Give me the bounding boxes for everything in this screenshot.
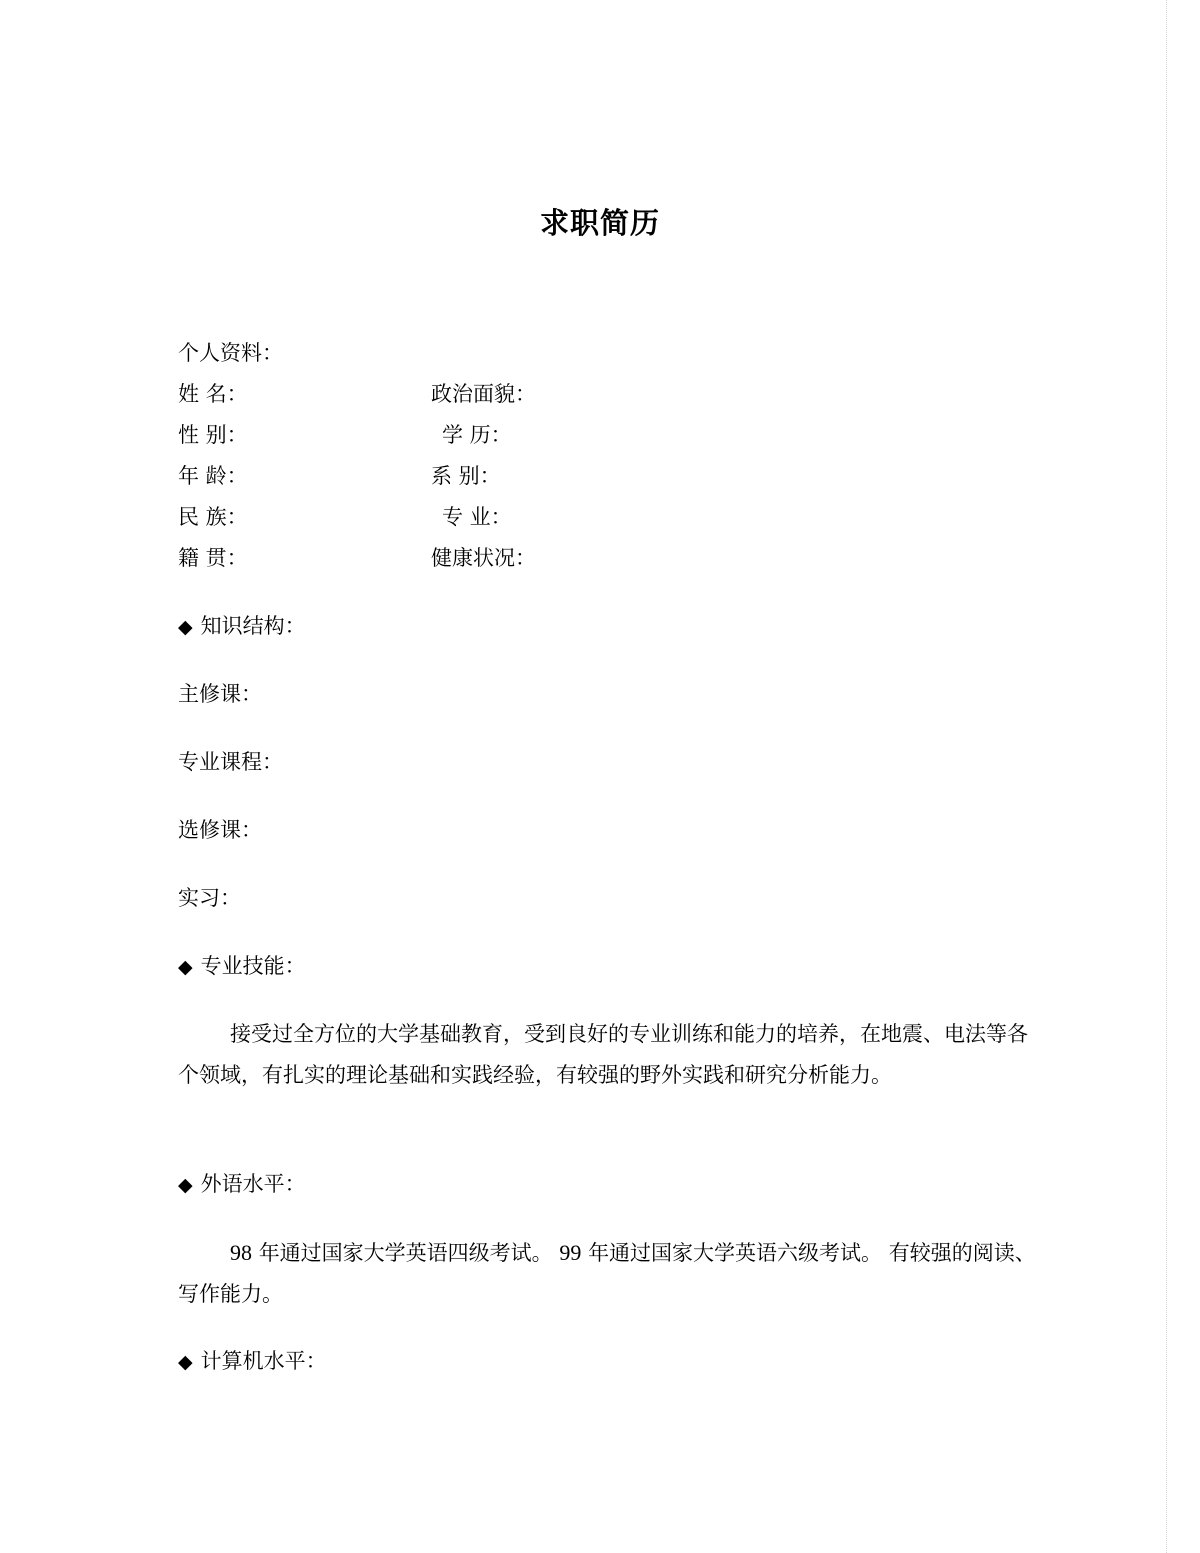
diamond-bullet-icon: ◆ xyxy=(178,956,193,978)
field-native-place: 籍 贯： xyxy=(178,546,248,570)
page-title: 求职简历 xyxy=(539,206,660,240)
computer-heading: 计算机水平： xyxy=(200,1349,327,1373)
major-courses-label: 专业课程： xyxy=(178,750,283,774)
field-age: 年 龄： xyxy=(178,464,248,488)
diamond-bullet-icon: ◆ xyxy=(178,616,193,638)
language-paragraph xyxy=(178,1232,1038,1315)
field-name: 姓 名： xyxy=(178,382,248,406)
diamond-bullet-icon: ◆ xyxy=(178,1351,193,1373)
computer-heading-line xyxy=(178,1346,327,1377)
main-courses-label: 主修课： xyxy=(178,682,262,706)
skills-heading-line xyxy=(178,951,306,982)
language-text-2: 年通过国家大学英语六级考试。 有较强的阅读、写作能力。 xyxy=(178,1241,1036,1306)
personal-heading: 个人资料： xyxy=(178,341,283,365)
field-health: 健康状况： xyxy=(431,546,536,570)
field-political-status: 政治面貌： xyxy=(431,382,536,406)
language-heading-line xyxy=(178,1169,306,1200)
electives-label: 选修课： xyxy=(178,818,262,842)
language-heading: 外语水平： xyxy=(200,1172,306,1196)
internship-label: 实习： xyxy=(178,886,241,910)
knowledge-heading: 知识结构： xyxy=(200,614,306,638)
field-department: 系 别： xyxy=(431,464,501,488)
skills-heading: 专业技能： xyxy=(200,954,306,978)
field-ethnicity: 民 族： xyxy=(178,505,248,529)
knowledge-heading-line xyxy=(178,611,306,642)
field-gender: 性 别： xyxy=(178,423,248,447)
field-education: 学 历： xyxy=(442,423,512,447)
skills-paragraph: 接受过全方位的大学基础教育，受到良好的专业训练和能力的培养，在地震、电法等各个领域，有扎实的理论基础和实践经验，有较强的野外实践和研究分析能力。 xyxy=(178,1022,1028,1087)
field-major: 专 业： xyxy=(442,505,512,529)
language-text-1: 年通过国家大学英语四级考试。 xyxy=(258,1241,553,1265)
language-year-1: 98 xyxy=(230,1240,252,1265)
diamond-bullet-icon: ◆ xyxy=(178,1174,193,1196)
language-year-2: 99 xyxy=(559,1240,582,1265)
